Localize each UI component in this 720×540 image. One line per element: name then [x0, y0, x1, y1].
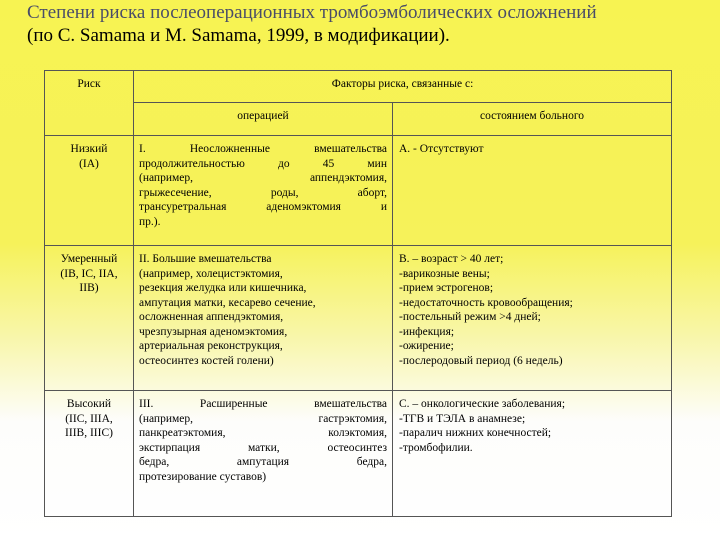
risk-label: Низкий [70, 143, 108, 155]
patient-line: B. – возраст > 40 лет; [399, 253, 504, 265]
cell-risk-low [45, 136, 134, 246]
patient-line: -постельный режим >4 дней; [399, 311, 541, 323]
operation-line: осложненная аппендэктомия, [139, 311, 284, 323]
cell-patient-moderate [393, 246, 672, 391]
patient-line: -варикозные вены; [399, 267, 490, 280]
operation-line: артериальная реконструкция, [139, 340, 283, 352]
risk-code: (IB, IC, IIA, [60, 267, 118, 280]
operation-line: продолжительностью до 45 мин [139, 157, 387, 170]
operation-line: бедра, ампутация бедра, [139, 456, 387, 468]
operation-line: резекция желудка или кишечника, [139, 282, 307, 294]
patient-line: -ожирение; [399, 340, 454, 352]
patient-line: A. - Отсутствуют [399, 143, 484, 155]
cell-patient-high [393, 391, 672, 517]
cell-operation-low [134, 136, 393, 246]
operation-line: пр.). [139, 215, 161, 228]
patient-line: -послеродовый период (6 недель) [399, 354, 563, 367]
operation-line: ампутация матки, кесарево сечение, [139, 296, 316, 309]
header-factors: Факторы риска, связанные с: [134, 71, 672, 103]
cell-operation-high [134, 391, 393, 517]
title-line-1: Степени риска послеоперационных тромбоэмболических осложнений [27, 2, 597, 23]
operation-line: панкреатэктомия, колэктомия, [139, 427, 387, 439]
operation-line: (например, холецистэктомия, [139, 267, 283, 280]
risk-code: IIIB, IIIC) [65, 427, 113, 439]
patient-line: -ТГВ и ТЭЛА в анамнезе; [399, 412, 526, 425]
patient-line: -паралич нижних конечностей; [399, 427, 552, 439]
table-row-low [45, 136, 672, 246]
table-header-row [45, 71, 672, 103]
operation-line: I. Неосложненные вмешательства [139, 143, 387, 155]
table-row-high [45, 391, 672, 517]
patient-line: -недостаточность кровообращения; [399, 296, 573, 309]
table-row-moderate [45, 246, 672, 391]
operation-line: протезирование суставов) [139, 470, 267, 483]
operation-line: (например, аппендэктомия, [139, 172, 387, 184]
risk-label: Умеренный [60, 253, 118, 265]
patient-line: -прием эстрогенов; [399, 282, 494, 294]
subheader-operation: операцией [134, 103, 393, 136]
operation-line: (например, гастрэктомия, [139, 412, 387, 425]
risk-code: (IA) [79, 157, 99, 170]
operation-line: экстирпация матки, остеосинтез [139, 441, 387, 454]
risk-code: (IIC, IIIA, [65, 412, 113, 425]
risk-table [44, 70, 672, 517]
operation-line: III. Расширенные вмешательства [139, 398, 387, 410]
risk-code: IIB) [79, 282, 99, 294]
table-subheader-row [45, 103, 672, 136]
operation-line: чрезпузырная аденомэктомия, [139, 325, 288, 338]
patient-line: C. – онкологические заболевания; [399, 398, 566, 410]
operation-line: грыжесечение, роды, аборт, [139, 186, 387, 199]
subheader-patient: состоянием больного [393, 103, 672, 136]
cell-risk-moderate [45, 246, 134, 391]
risk-label: Высокий [66, 398, 112, 410]
patient-line: -тромбофилии. [399, 441, 473, 454]
patient-line: -инфекция; [399, 325, 455, 338]
operation-line: остеосинтез костей голени) [139, 354, 274, 367]
slide-title [27, 2, 707, 47]
cell-patient-low [393, 136, 672, 246]
operation-line: II. Большие вмешательства [139, 253, 272, 265]
cell-risk-high [45, 391, 134, 517]
title-line-2: (по C. Samama и M. Samama, 1999, в модификации). [27, 25, 450, 46]
header-risk: Риск [45, 71, 134, 136]
cell-operation-moderate [134, 246, 393, 391]
operation-line: трансуретральная аденомэктомия и [139, 201, 387, 213]
